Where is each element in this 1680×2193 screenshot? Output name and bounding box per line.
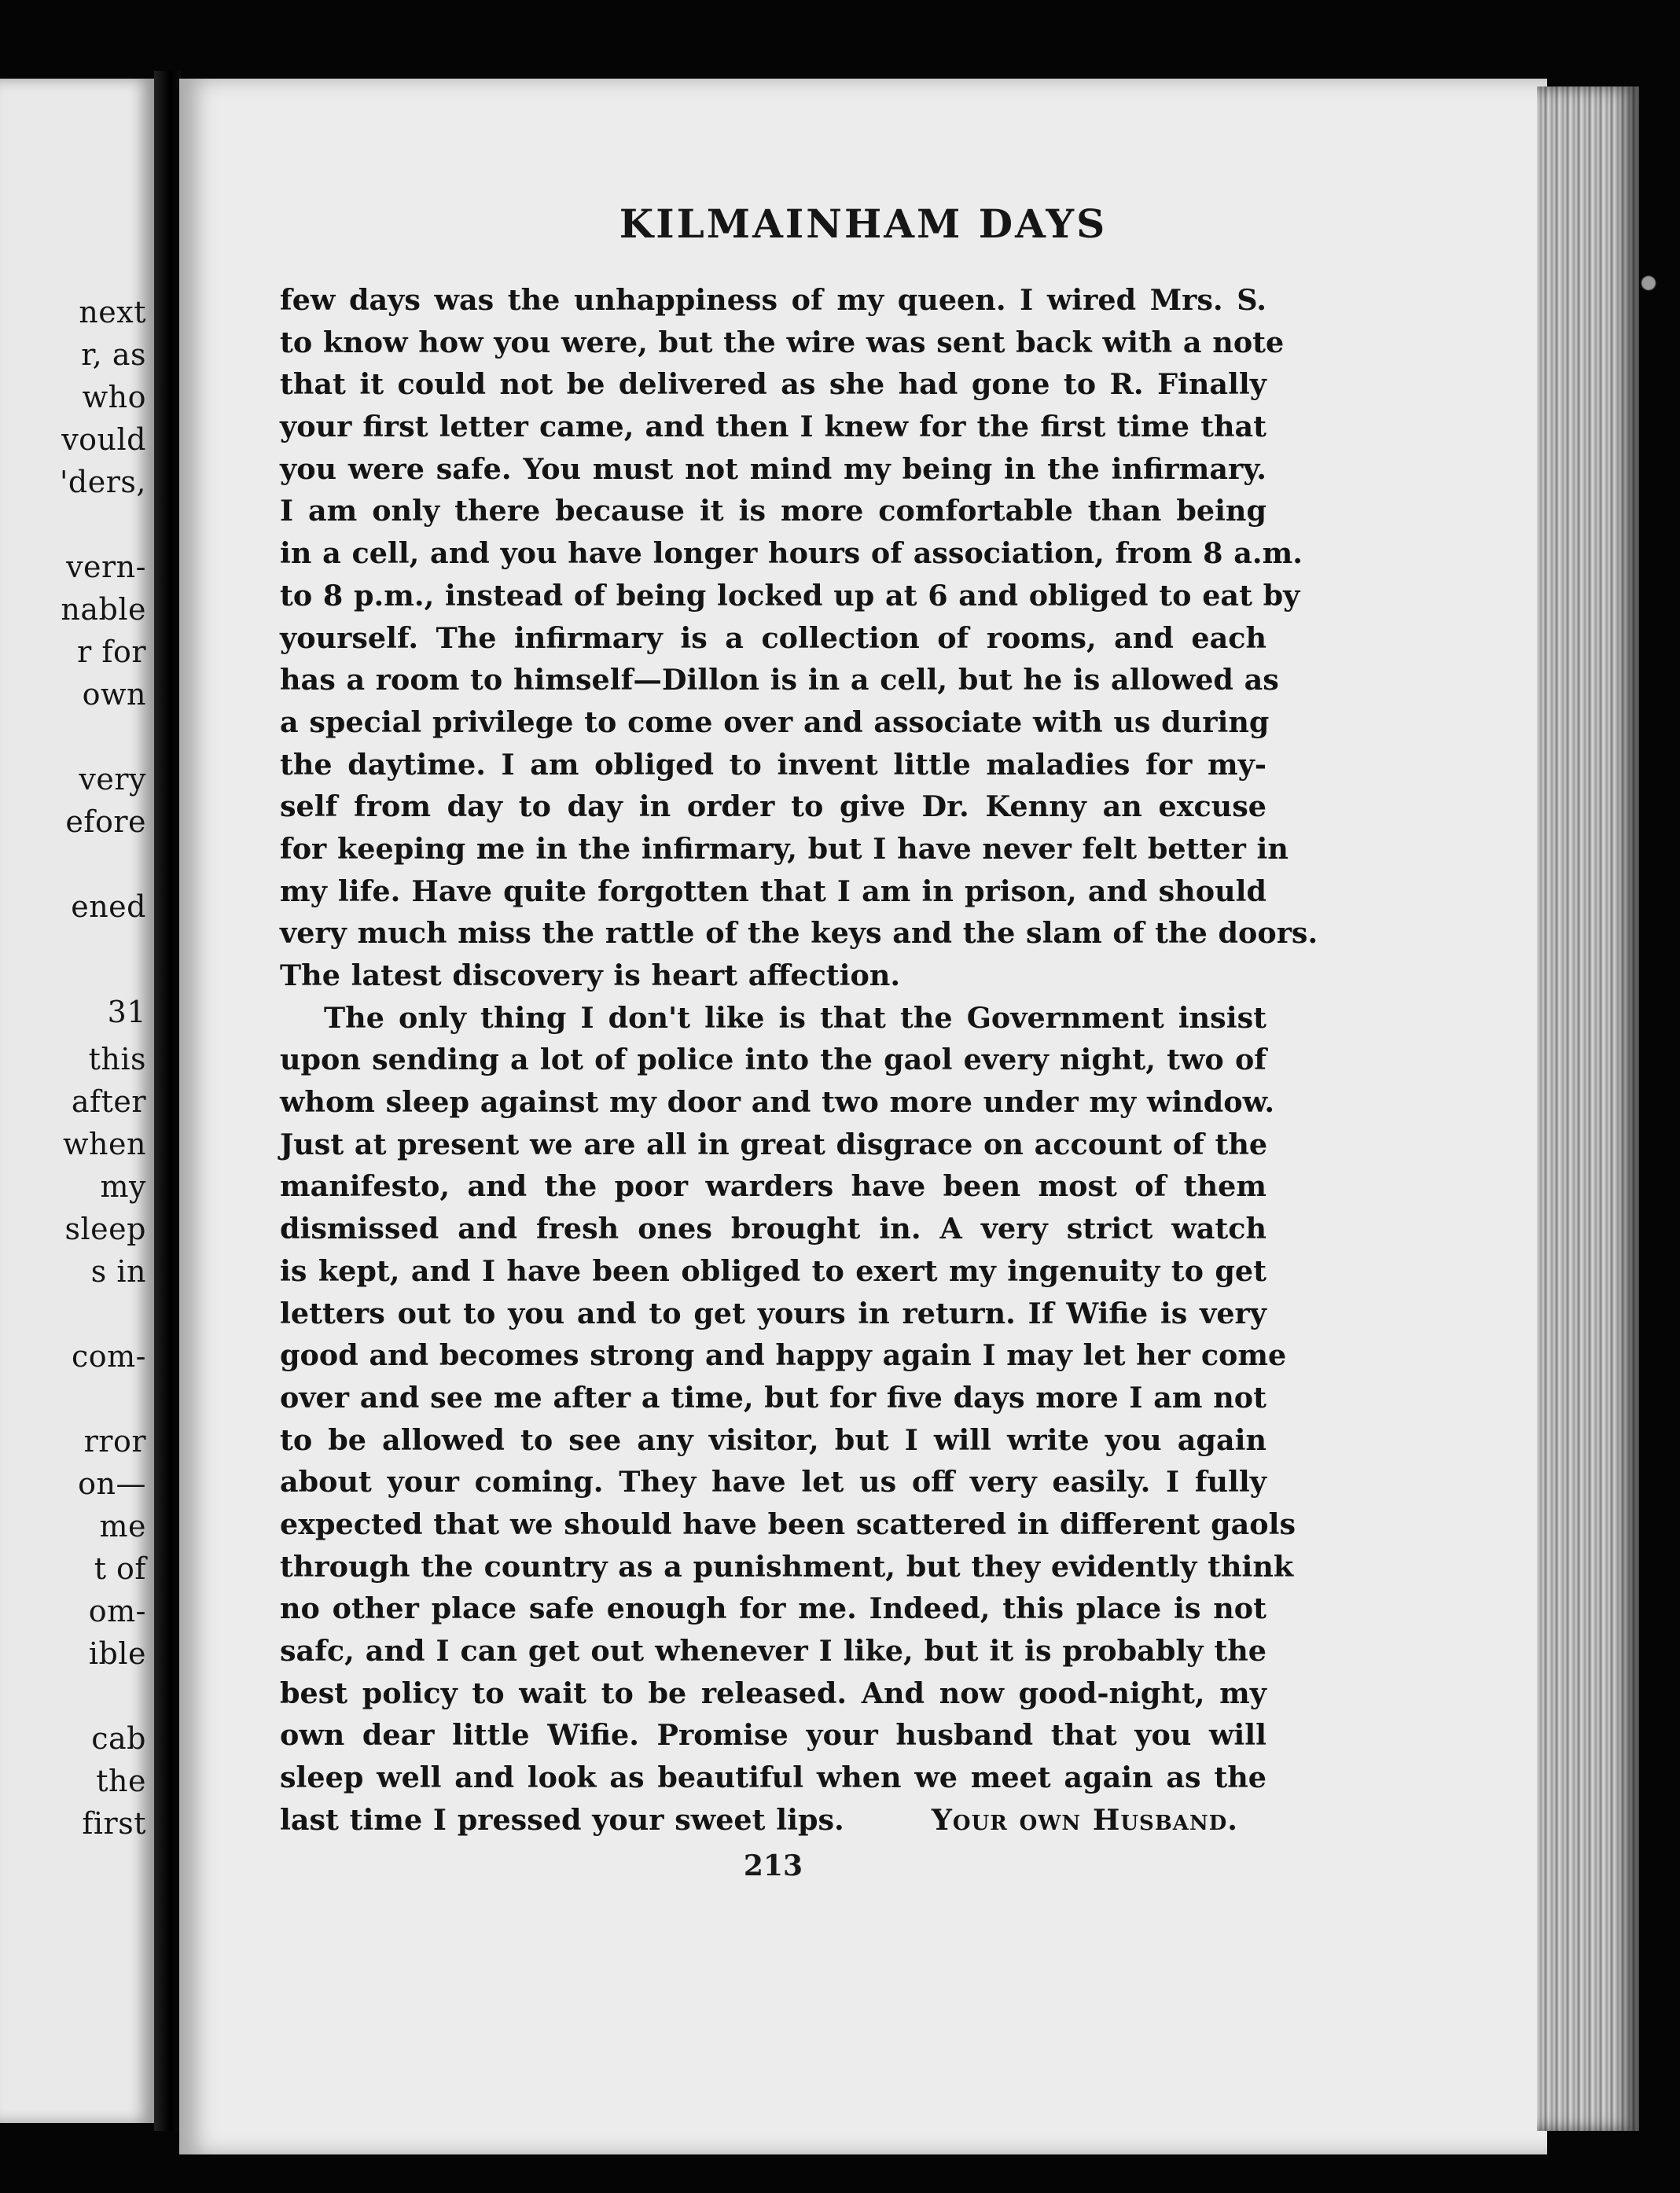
- left-page-line: vern-: [66, 550, 146, 584]
- text-line: yourself. The infirmary is a collection of rooms, and each: [280, 620, 1266, 655]
- final-text-line: last time I pressed your sweet lips.: [280, 1802, 844, 1837]
- text-line: good and becomes strong and happy again I may let her come: [280, 1338, 1287, 1373]
- letter-body: [280, 279, 1318, 1841]
- text-line: letters out to you and to get yours in return. If Wifie is very: [280, 1296, 1266, 1330]
- left-page-line: on—: [78, 1466, 146, 1501]
- left-page-line: 31: [107, 995, 146, 1029]
- text-line: the daytime. I am obliged to invent little maladies for my-: [280, 747, 1266, 782]
- text-line: no other place safe enough for me. Indeed, this place is not: [280, 1591, 1266, 1626]
- text-line: safc, and I can get out whenever I like, but it is probably the: [280, 1634, 1266, 1668]
- text-line: dismissed and fresh ones brought in. A very strict watch: [280, 1212, 1266, 1246]
- text-line: to know how you were, but the wire was sent back with a note: [280, 325, 1285, 359]
- text-line: for keeping me in the infirmary, but I have never felt better in: [280, 831, 1288, 866]
- left-page-line: cab: [91, 1721, 146, 1756]
- text-line: very much miss the rattle of the keys and the slam of the doors.: [280, 916, 1318, 951]
- text-line: my life. Have quite forgotten that I am in prison, and should: [280, 874, 1266, 908]
- left-page-fragment: [0, 79, 154, 2123]
- left-page-line: om-: [88, 1594, 146, 1628]
- left-page-line: com-: [71, 1339, 146, 1374]
- text-line: is kept, and I have been obliged to exert my ingenuity to get: [280, 1253, 1266, 1288]
- left-page-line: sleep: [64, 1212, 146, 1246]
- text-line: through the country as a punishment, but they evidently think: [280, 1549, 1294, 1584]
- text-line: Just at present we are all in great disgrace on account of the: [280, 1127, 1268, 1161]
- left-page-line: me: [99, 1509, 146, 1544]
- text-line: your first letter came, and then I knew for the first time that: [280, 410, 1266, 444]
- left-page-line: when: [63, 1127, 146, 1161]
- text-line: self from day to day in order to give Dr. Kenny an excuse: [280, 789, 1266, 824]
- edge-smudge: [1639, 259, 1663, 307]
- left-page-line: rror: [83, 1424, 146, 1459]
- text-line: best policy to wait to be released. And now good-night, my: [280, 1676, 1266, 1710]
- running-head: KILMAINHAM DAYS: [619, 201, 1108, 247]
- page-edges: [1537, 86, 1639, 2131]
- text-line: I am only there because it is more comfortable than being: [280, 494, 1266, 528]
- left-page-line: next: [79, 295, 146, 329]
- left-page-line: efore: [65, 804, 146, 839]
- text-line: to 8 p.m., instead of being locked up at 6 and obliged to eat by: [280, 578, 1300, 613]
- left-page-line: this: [88, 1042, 146, 1076]
- text-line: to be allowed to see any visitor, but I will write you again: [280, 1422, 1266, 1457]
- text-line: sleep well and look as beautiful when we meet again as the: [280, 1761, 1266, 1795]
- left-page-line: first: [82, 1806, 146, 1841]
- text-line: has a room to himself—Dillon is in a cell, but he is allowed as: [280, 663, 1279, 697]
- left-page-line: r, as: [81, 337, 146, 372]
- left-page-line: ened: [71, 889, 146, 924]
- text-line: The only thing I don't like is that the Government insist: [324, 1000, 1266, 1035]
- text-line: a special privilege to come over and associate with us during: [280, 705, 1270, 739]
- left-page-line: ible: [88, 1636, 146, 1671]
- text-line: manifesto, and the poor warders have been most of them: [280, 1169, 1266, 1204]
- left-page-line: vould: [61, 422, 146, 457]
- text-line: over and see me after a time, but for five days more I am not: [280, 1380, 1266, 1415]
- text-line: you were safe. You must not mind my being in the infirmary.: [280, 451, 1266, 486]
- paragraph-1: [280, 279, 1318, 997]
- text-line: The latest discovery is heart affection.: [280, 959, 901, 992]
- text-line: that it could not be delivered as she had gone to R. Finally: [280, 367, 1266, 402]
- left-page-line: my: [100, 1169, 146, 1204]
- text-line: upon sending a lot of police into the gaol every night, two of: [280, 1043, 1266, 1077]
- left-page-line: who: [82, 380, 146, 414]
- text-line: own dear little Wifie. Promise your husband that you will: [280, 1718, 1266, 1753]
- page-number: 213: [743, 1849, 803, 1882]
- text-line: whom sleep against my door and two more under my window.: [280, 1085, 1275, 1120]
- left-page-line: nable: [61, 592, 146, 627]
- text-line: few days was the unhappiness of my queen. I wired Mrs. S.: [280, 283, 1266, 317]
- left-page-line: t of: [94, 1551, 146, 1586]
- left-page-line: 'ders,: [59, 465, 146, 499]
- left-page-line: very: [79, 762, 146, 797]
- left-page-line: own: [82, 677, 146, 712]
- left-page-line: r for: [77, 635, 146, 669]
- closing-line: [280, 1799, 1266, 1842]
- signature: Your own Husband.: [931, 1802, 1238, 1837]
- book-gutter: [154, 71, 181, 2131]
- left-page-line: s in: [90, 1254, 146, 1289]
- left-page-line: the: [96, 1764, 146, 1798]
- left-page-line: after: [71, 1084, 146, 1119]
- text-line: about your coming. They have let us off very easily. I fully: [280, 1465, 1266, 1499]
- text-line: expected that we should have been scattered in different gaols: [280, 1507, 1296, 1541]
- text-line: in a cell, and you have longer hours of association, from 8 a.m.: [280, 536, 1303, 571]
- paragraph-2: [280, 997, 1296, 1842]
